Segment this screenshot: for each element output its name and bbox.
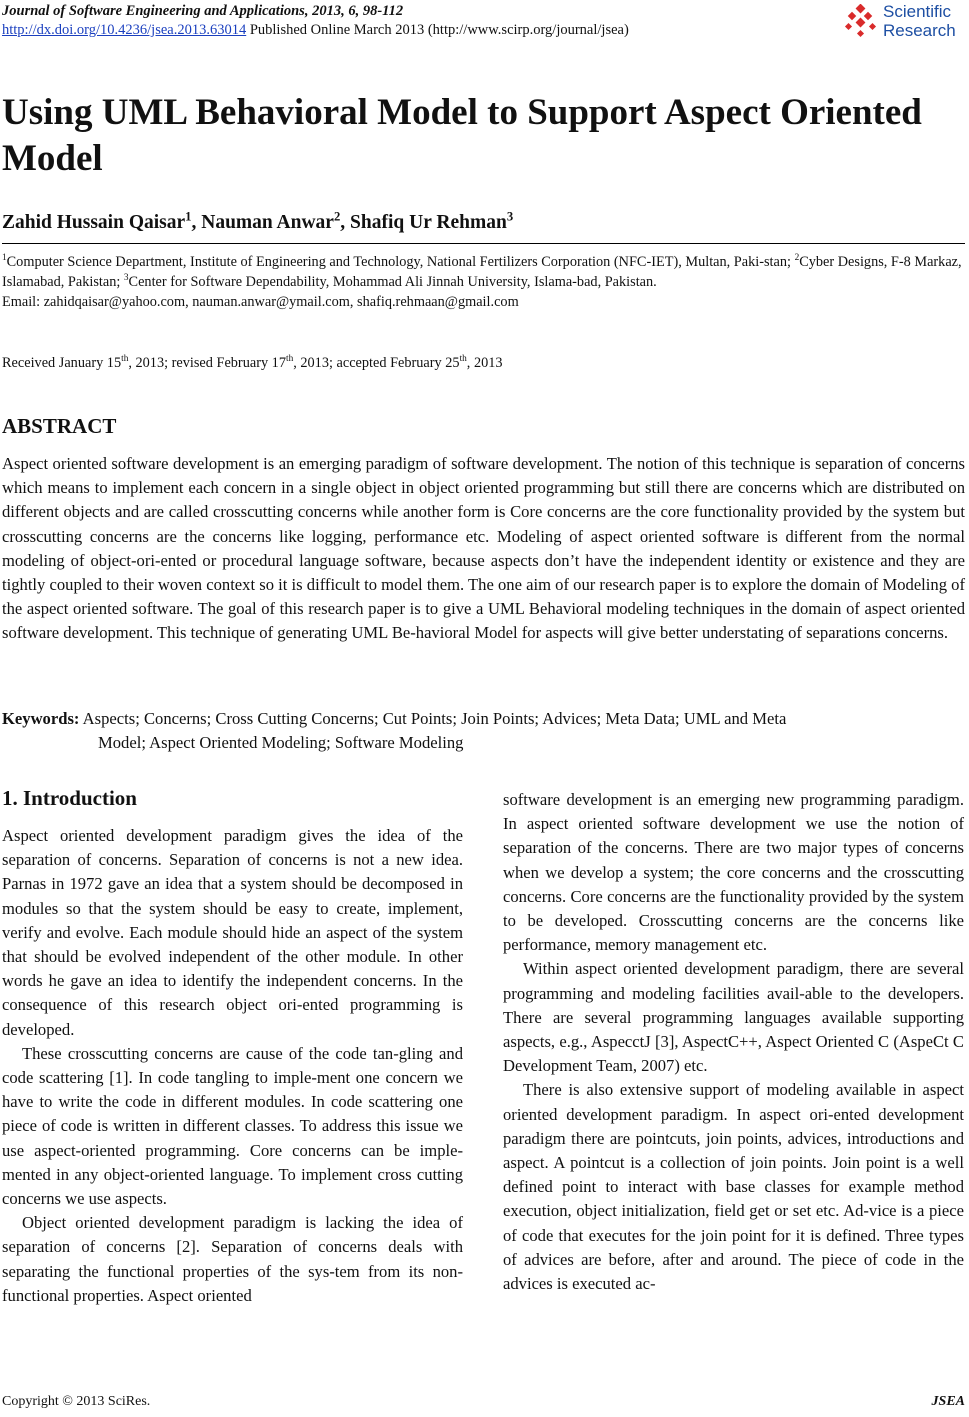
submission-dates bbox=[2, 355, 503, 372]
author-separator: , bbox=[340, 212, 351, 233]
ordinal-suffix: th bbox=[459, 354, 467, 365]
introduction-heading: 1. Introduction bbox=[2, 786, 137, 810]
logo-line1: Scientific bbox=[883, 2, 952, 21]
body-paragraph: software development is an emerging new programming paradigm. In aspect oriented software development we use the notion of separation of the concerns. There are two major types of concerns when we develop a system; the core concerns and the crosscutting concerns. Core concerns are the functionality provided by the system to be developed. Crosscutting concerns are the concerns like performance, memory management etc. bbox=[503, 790, 964, 955]
affiliation-1: Computer Science Department, Institute of Engineering and Technology, National Fertilizers Corporation (NFC-IET), Multan, Paki-stan; bbox=[6, 254, 795, 270]
header-divider bbox=[2, 243, 965, 244]
keywords-line2: Model; Aspect Oriented Modeling; Software Modeling bbox=[98, 733, 464, 753]
author-emails: Email: zahidqaisar@yahoo.com, nauman.anwar@ymail.com, shafiq.rehmaan@gmail.com bbox=[2, 294, 519, 310]
left-column bbox=[2, 824, 463, 1308]
journal-volume: , 2013, 6, 98-112 bbox=[304, 3, 404, 19]
body-paragraph: There is also extensive support of modeling available in aspect oriented development paradigm. In aspect ori-ented development paradigm there are pointcuts, join points, advices, introductions and aspect. A pointcut is a collection of join points. Join point is a well defined point to interact with base classes for example method execution, object initialization, field get or set etc. Ad-vice is a piece of code that executes for the join point for it is defined. Three types of advices are before, after and around. The piece of code in the advices is executed ac- bbox=[503, 1080, 964, 1294]
logo-text bbox=[883, 2, 956, 40]
ordinal-suffix: th bbox=[285, 354, 294, 365]
author-affiliation-mark: 3 bbox=[506, 209, 514, 224]
affiliation-mark: 2 bbox=[794, 253, 800, 264]
keywords bbox=[2, 707, 965, 755]
journal-doi-line bbox=[2, 21, 629, 40]
accepted-date: , 2013; accepted February 25 bbox=[293, 355, 460, 371]
author-separator: , bbox=[191, 212, 202, 233]
body-paragraph: Object oriented development paradigm is lacking the idea of separation of concerns [2]. Separation of concerns deals with separating the functional properties of the sys-tem from its non-functional properties. Aspect oriented bbox=[2, 1213, 463, 1305]
journal-abbreviation: JSEA bbox=[931, 1394, 965, 1409]
author-affiliation-mark: 1 bbox=[185, 209, 192, 224]
doi-link[interactable]: http://dx.doi.org/10.4236/jsea.2013.63014 bbox=[2, 22, 247, 38]
keywords-label: Keywords: bbox=[2, 709, 80, 728]
abstract-text: Aspect oriented software development is an emerging paradigm of software development. The notion of this technique is separation of concerns which means to implement each concern in a single object in object oriented programming but still there are concerns which are distributed on different objects and are called crosscutting concerns while another form is Core concerns are the core functionality provided by the system but crosscutting concerns are the concerns like logging, performance etc. Modeling of aspect oriented software is different from the normal modeling of object-ori-ented or procedural language software, because aspects don’t have the independent identity or existence and they are tightly coupled to their woven context so it is difficult to model them. The one aim of our research paper is to explore the domain of Modeling of the aspect oriented software. The goal of this research paper is to give a UML Behavioral modeling techniques in the domain of aspect oriented software development. This technique of generating UML Be-havioral Model for aspects will give better understating of separations concerns. bbox=[2, 454, 965, 643]
affiliation-2: Cyber Designs, F-8 Markaz, Islamabad, Pakistan; bbox=[2, 254, 962, 290]
author-name: Zahid Hussain Qaisar bbox=[2, 212, 186, 233]
published-info: Published Online March 2013 (http://www.scirp.org/journal/jsea) bbox=[246, 22, 629, 38]
received-date: Received January 15 bbox=[2, 355, 122, 371]
accepted-year: , 2013 bbox=[466, 355, 503, 371]
author-list bbox=[2, 209, 514, 234]
affiliation-3: Center for Software Dependability, Mohammad Ali Jinnah University, Islama-bad, Pakistan. bbox=[128, 274, 657, 290]
paper-title: Using UML Behavioral Model to Support Aspect Oriented Model bbox=[2, 92, 922, 179]
affiliations bbox=[2, 252, 965, 312]
body-paragraph: These crosscutting concerns are cause of the code tan-gling and code scattering [1]. In code tangling to imple-ment one concern we have to write the code in different modules. In code scattering one piece of code is written in different classes. To address this issue we use aspect-oriented programming. Core concerns can be imple-mented in any object-oriented language. To implement cross cutting concerns we use aspects. bbox=[2, 1043, 463, 1209]
author-affiliation-mark: 2 bbox=[333, 209, 341, 224]
logo-mark-icon bbox=[843, 4, 879, 40]
journal-citation bbox=[2, 2, 629, 21]
revised-date: , 2013; revised February 17 bbox=[128, 355, 286, 371]
scientific-research-logo bbox=[843, 2, 965, 42]
body-paragraph: Aspect oriented development paradigm gives the idea of the separation of concerns. Separation of concerns is not a new idea. Parnas in 1972 gave an idea that a system should be decomposed in modules so that the system should be easy to create, implement, verify and evolve. Each module should hide an aspect of the system that should be evolved independent of the other module. In other words he gave an idea to identify the independent concerns. In the consequence of this research object ori-ented programming is developed. bbox=[2, 826, 463, 1039]
journal-header bbox=[2, 2, 629, 40]
author-name: Shafiq Ur Rehman bbox=[350, 212, 507, 233]
logo-line2: Research bbox=[883, 21, 956, 40]
copyright: Copyright © 2013 SciRes. bbox=[2, 1394, 151, 1409]
page-footer bbox=[2, 1394, 965, 1410]
journal-name: Journal of Software Engineering and Applications bbox=[2, 3, 305, 19]
body-paragraph: Within aspect oriented development paradigm, there are several programming and modeling facilities avail-able to the developers. There are several programming languages available supporting aspects, e.g., AspecctJ [3], AspectC++, Aspect Oriented C (AspeCt C Development Team, 2007) etc. bbox=[503, 959, 964, 1076]
right-column bbox=[503, 788, 964, 1296]
author-name: Nauman Anwar bbox=[201, 212, 334, 233]
abstract-heading: ABSTRACT bbox=[2, 414, 117, 438]
keywords-line1: Aspects; Concerns; Cross Cutting Concerns; Cut Points; Join Points; Advices; Meta Data; UML and Meta bbox=[79, 709, 787, 728]
affiliation-mark: 3 bbox=[123, 273, 129, 284]
affiliation-mark: 1 bbox=[2, 253, 7, 264]
ordinal-suffix: th bbox=[121, 354, 129, 365]
